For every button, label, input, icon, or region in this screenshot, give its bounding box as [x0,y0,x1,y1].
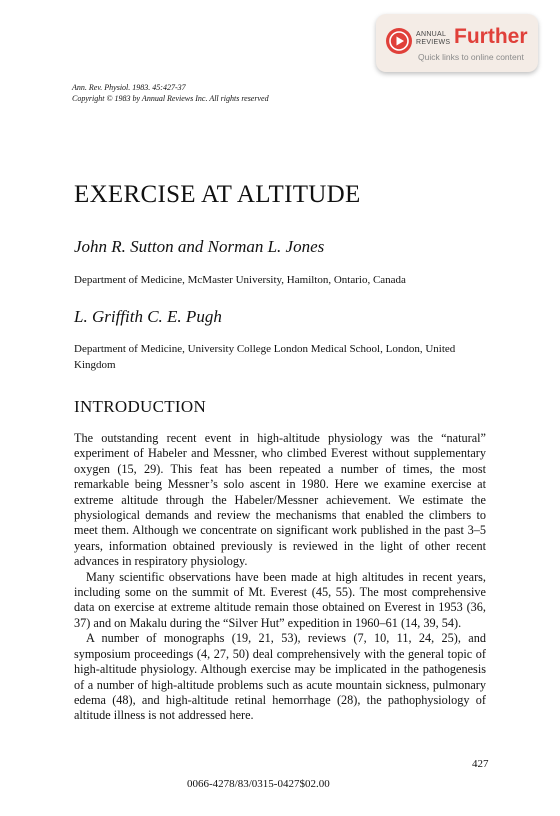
article-title: EXERCISE AT ALTITUDE [74,181,361,208]
article-code: 0066-4278/83/0315-0427$02.00 [187,778,330,790]
author-line-2: L. Griffith C. E. Pugh [74,307,222,326]
badge-further-text: Further [454,25,528,48]
affiliation-1: Department of Medicine, McMaster University, Hamilton, Ontario, Canada [74,274,406,286]
badge-subtitle: Quick links to online content [418,52,524,62]
affiliation-2: Department of Medicine, University College London Medical School, London, United Kingdom [74,343,456,371]
citation-line-1: Ann. Rev. Physiol. 1983. 45:427-37 [72,83,186,92]
author-line-1: John R. Sutton and Norman L. Jones [74,237,325,256]
paragraph-2: Many scientific observations have been made at high altitudes in recent years, including some on the summit of Mt. Everest (45, 55). The most comprehensive data on exercise at extreme altitude remain those obtained on Everest in 1953 (36, 37) and on Makalu during the “Silver Hut” expedition in 1960–61 (14, 39, 54). [74,569,486,630]
paragraph-1: The outstanding recent event in high-altitude physiology was the “natural” experiment of Habeler and Messner, who climbed Everest without supplementary oxygen (15, 29). This feat has been repeated a number of times, the most remarkable being Messner’s solo ascent in 1980. Here we examine exercise at extreme altitude through the Habeler/Messner achievement. We estimate the physiological demands and review the mechanisms that enabled the climbers to meet them. Although we concentrate on significant work published in the past 3–5 years, information obtained previously is reviewed in the light of other recent advances in respiratory physiology. [74,431,486,569]
paragraph-3: A number of monographs (19, 21, 53), reviews (7, 10, 11, 24, 25), and symposium proceedings (4, 27, 50) deal comprehensively with the general topic of high-altitude physiology. Although exercise may be implicated in the pathogenesis of a number of high-altitude problems such as acute mountain sickness, pulmonary edema (48), and high-altitude retinal hemorrhage (28), the pathophysiology of altitude illness is not addressed here. [74,631,486,723]
body-text [74,431,486,724]
annual-reviews-logo-icon [386,28,412,54]
badge-reviews-text: REVIEWS [416,39,451,46]
citation-line-2: Copyright © 1983 by Annual Reviews Inc. All rights reserved [72,94,269,103]
page-number: 427 [472,758,489,770]
annual-reviews-wordmark [416,31,450,47]
citation [72,82,269,104]
section-heading: INTRODUCTION [74,397,207,416]
further-badge[interactable] [376,14,538,72]
badge-annual-text: ANNUAL [416,31,447,38]
